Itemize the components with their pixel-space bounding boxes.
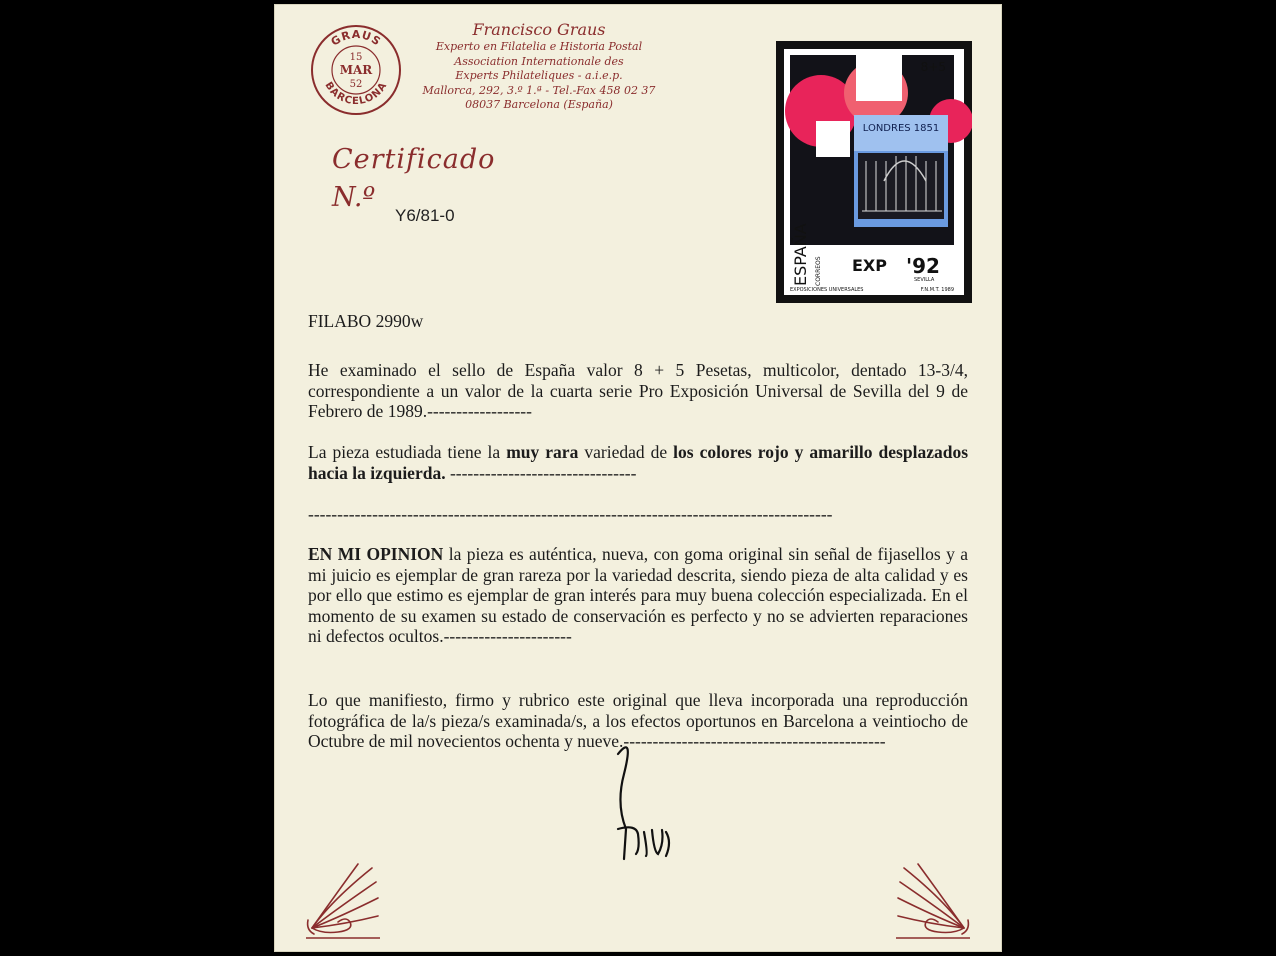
letterhead-line-4: Mallorca, 292, 3.º 1.ª - Tel.-Fax 458 02 37 bbox=[422, 83, 656, 97]
stamp-year: '92 bbox=[906, 254, 940, 278]
variety-dashes: -------------------------------- bbox=[449, 462, 637, 483]
letterhead-line-2: Association Internationale des bbox=[454, 54, 624, 68]
letterhead-line-3: Experts Philateliques - a.i.e.p. bbox=[455, 69, 623, 83]
certificado-label: Certificado bbox=[332, 144, 496, 175]
stamp-value: 8+5 bbox=[920, 60, 946, 74]
letterhead-line-5: 08037 Barcelona (España) bbox=[465, 98, 613, 112]
variety-text-1: La pieza estudiada tiene la bbox=[308, 442, 501, 462]
opinion-heading: EN MI OPINION bbox=[308, 544, 444, 564]
seal-bottom-text: BARCELONA bbox=[322, 80, 390, 108]
paragraph-opinion bbox=[308, 544, 968, 647]
expert-name: Francisco Graus bbox=[472, 20, 606, 39]
catalog-number: FILABO 2990w bbox=[308, 311, 424, 331]
certificate-page bbox=[274, 4, 1002, 952]
seal-month: MAR bbox=[339, 63, 373, 77]
stamp-series: EXPOSICIONES UNIVERSALES bbox=[790, 287, 864, 293]
letterhead-line-1: Experto en Filatelia e Historia Postal bbox=[435, 40, 643, 53]
corner-ornament-left bbox=[302, 860, 382, 940]
corner-ornament-right bbox=[894, 860, 974, 940]
number-label: N.º bbox=[332, 182, 376, 213]
letterhead bbox=[394, 20, 684, 113]
seal-year: 52 bbox=[349, 79, 363, 90]
graus-seal bbox=[310, 24, 402, 116]
certificate-number: Y6/81-0 bbox=[395, 206, 455, 225]
seal-top-text: GRAUS bbox=[328, 27, 384, 49]
variety-text-2: variedad de bbox=[584, 442, 668, 462]
stamp-correos: CORREOS bbox=[815, 256, 822, 286]
stamp-city: LONDRES 1851 bbox=[862, 123, 940, 134]
stamp-photo bbox=[776, 41, 972, 303]
stamp-sevilla: SEVILLA bbox=[914, 277, 935, 283]
paragraph-description: He examinado el sello de España valor 8 + 5 Pesetas, multicolor, dentado 13-3/4, correspondiente a un valor de la cuarta serie Pro Exposición Universal de Sevilla del 9 de Febrero de 1989.------------------ bbox=[308, 360, 968, 421]
stamp-expo-text: EXP bbox=[852, 256, 887, 275]
variety-rarity: muy rara bbox=[506, 442, 579, 462]
variety-description: los colores rojo y amarillo desplazados hacia la izquierda. bbox=[308, 442, 969, 483]
stamp-country: ESPAÑA bbox=[791, 223, 810, 286]
dash-line: ------------------------------------------------------------------------------------------ bbox=[308, 504, 833, 524]
seal-day: 15 bbox=[349, 52, 363, 63]
paragraph-closing: Lo que manifiesto, firmo y rubrico este original que lleva incorporada una reproducción fotográfica de la/s pieza/s examinada/s, a los efectos oportunos en Barcelona a veintiocho de Octubre de mil novecientos ochenta y nueve.--------------------------------------------- bbox=[308, 690, 968, 751]
opinion-text: la pieza es auténtica, nueva, con goma original sin señal de fijasellos y a mi juicio es ejemplar de gran rareza por la variedad descrita, siendo pieza de alta calidad y es por ello que estimo es ejemplar de gran interés para muy buena colección especializada. En el momento de su examen su estado de conservación es perfecto y no se advierten reparaciones ni defectos ocultos.---------------------- bbox=[308, 544, 969, 646]
stamp-printer: F.N.M.T. 1989 bbox=[920, 287, 954, 293]
signature-drawing bbox=[596, 734, 676, 864]
paragraph-variety bbox=[308, 442, 968, 483]
